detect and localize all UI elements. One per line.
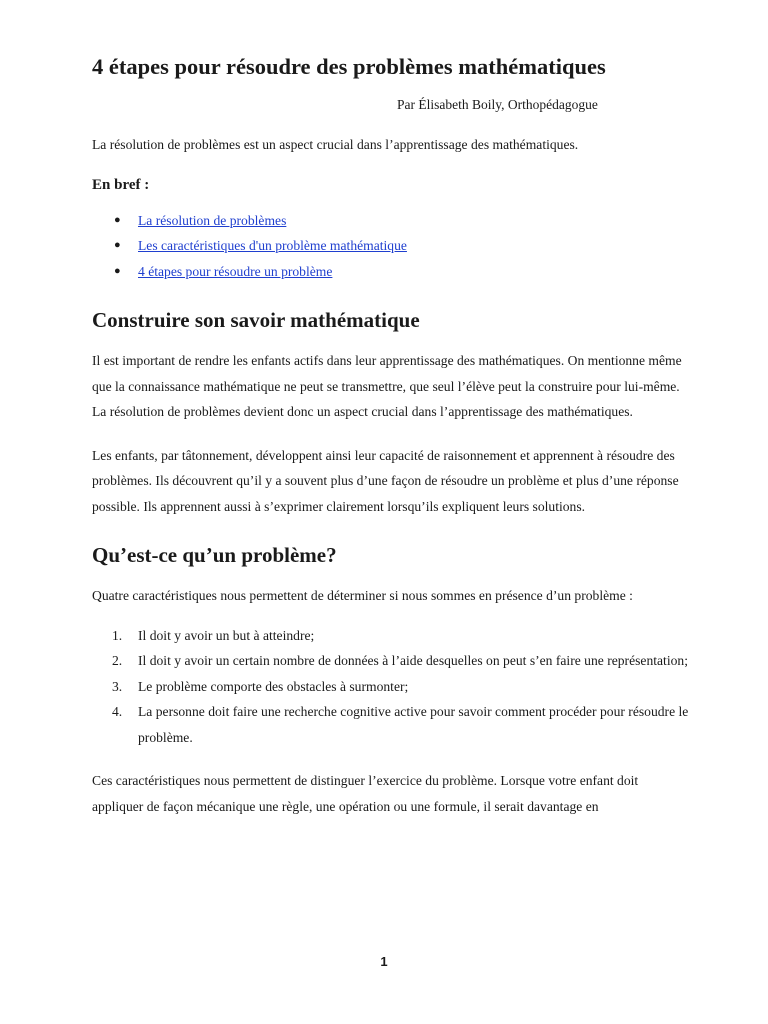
list-item-text: Il doit y avoir un certain nombre de données à l’aide desquelles on peut s’en faire une représentation;: [138, 653, 688, 668]
list-item: [92, 648, 692, 674]
list-item: [92, 623, 692, 649]
summary-link-list: [92, 208, 692, 285]
body-paragraph: Les enfants, par tâtonnement, développent ainsi leur capacité de raisonnement et apprennent à résoudre des problèmes. Ils découvrent qu’il y a souvent plus d’une façon de résoudre un problème et plus d’une réponse possible. Ils apprennent aussi à s’exprimer clairement lorsqu’ils expliquent leurs solutions.: [92, 447, 679, 514]
list-item: [92, 233, 692, 259]
document-title: 4 étapes pour résoudre des problèmes mathématiques: [92, 54, 606, 79]
list-number: 4.: [112, 704, 123, 719]
intro-paragraph: La résolution de problèmes est un aspect crucial dans l’apprentissage des mathématiques.: [92, 137, 579, 152]
author-byline: Par Élisabeth Boily, Orthopédagogue: [397, 97, 598, 112]
list-number: 1.: [112, 627, 123, 643]
list-item: [92, 699, 692, 750]
summary-heading: En bref :: [92, 176, 150, 193]
section-heading-probleme: Qu’est-ce qu’un problème?: [92, 543, 337, 567]
criteria-list: [92, 623, 692, 751]
bullet-icon: ●: [114, 213, 121, 226]
document-page: [92, 52, 692, 819]
section-heading-savoir: Construire son savoir mathématique: [92, 308, 420, 332]
list-number: 2.: [112, 653, 123, 668]
list-item: [92, 208, 692, 234]
body-paragraph: Quatre caractéristiques nous permettent de déterminer si nous sommes en présence d’un problème :: [92, 588, 633, 603]
page-number: 1: [380, 954, 388, 969]
list-item-text: La personne doit faire une recherche cognitive active pour savoir comment procéder pour résoudre le problème.: [138, 704, 689, 745]
bullet-icon: ●: [114, 239, 121, 251]
toc-link-etapes[interactable]: 4 étapes pour résoudre un problème: [138, 263, 333, 279]
bullet-icon: ●: [114, 264, 121, 277]
body-paragraph: Ces caractéristiques nous permettent de distinguer l’exercice du problème. Lorsque votre enfant doit appliquer de façon mécanique une règle, une opération ou une formule, il serait davantage en: [92, 773, 639, 814]
list-item: [92, 259, 692, 285]
list-item-text: Il doit y avoir un but à atteindre;: [138, 627, 315, 643]
toc-link-caracteristiques[interactable]: Les caractéristiques d'un problème mathématique: [138, 238, 407, 253]
body-paragraph: Il est important de rendre les enfants actifs dans leur apprentissage des mathématiques. On mentionne même que la connaissance mathématique ne peut se transmettre, que seul l’élève peut la construire pour lui-même. La résolution de problèmes devient donc un aspect crucial dans l’apprentissage des mathématiques.: [92, 353, 682, 419]
list-item-text: Le problème comporte des obstacles à surmonter;: [138, 678, 409, 694]
list-number: 3.: [112, 678, 123, 694]
toc-link-resolution[interactable]: La résolution de problèmes: [138, 212, 287, 228]
list-item: [92, 674, 692, 700]
